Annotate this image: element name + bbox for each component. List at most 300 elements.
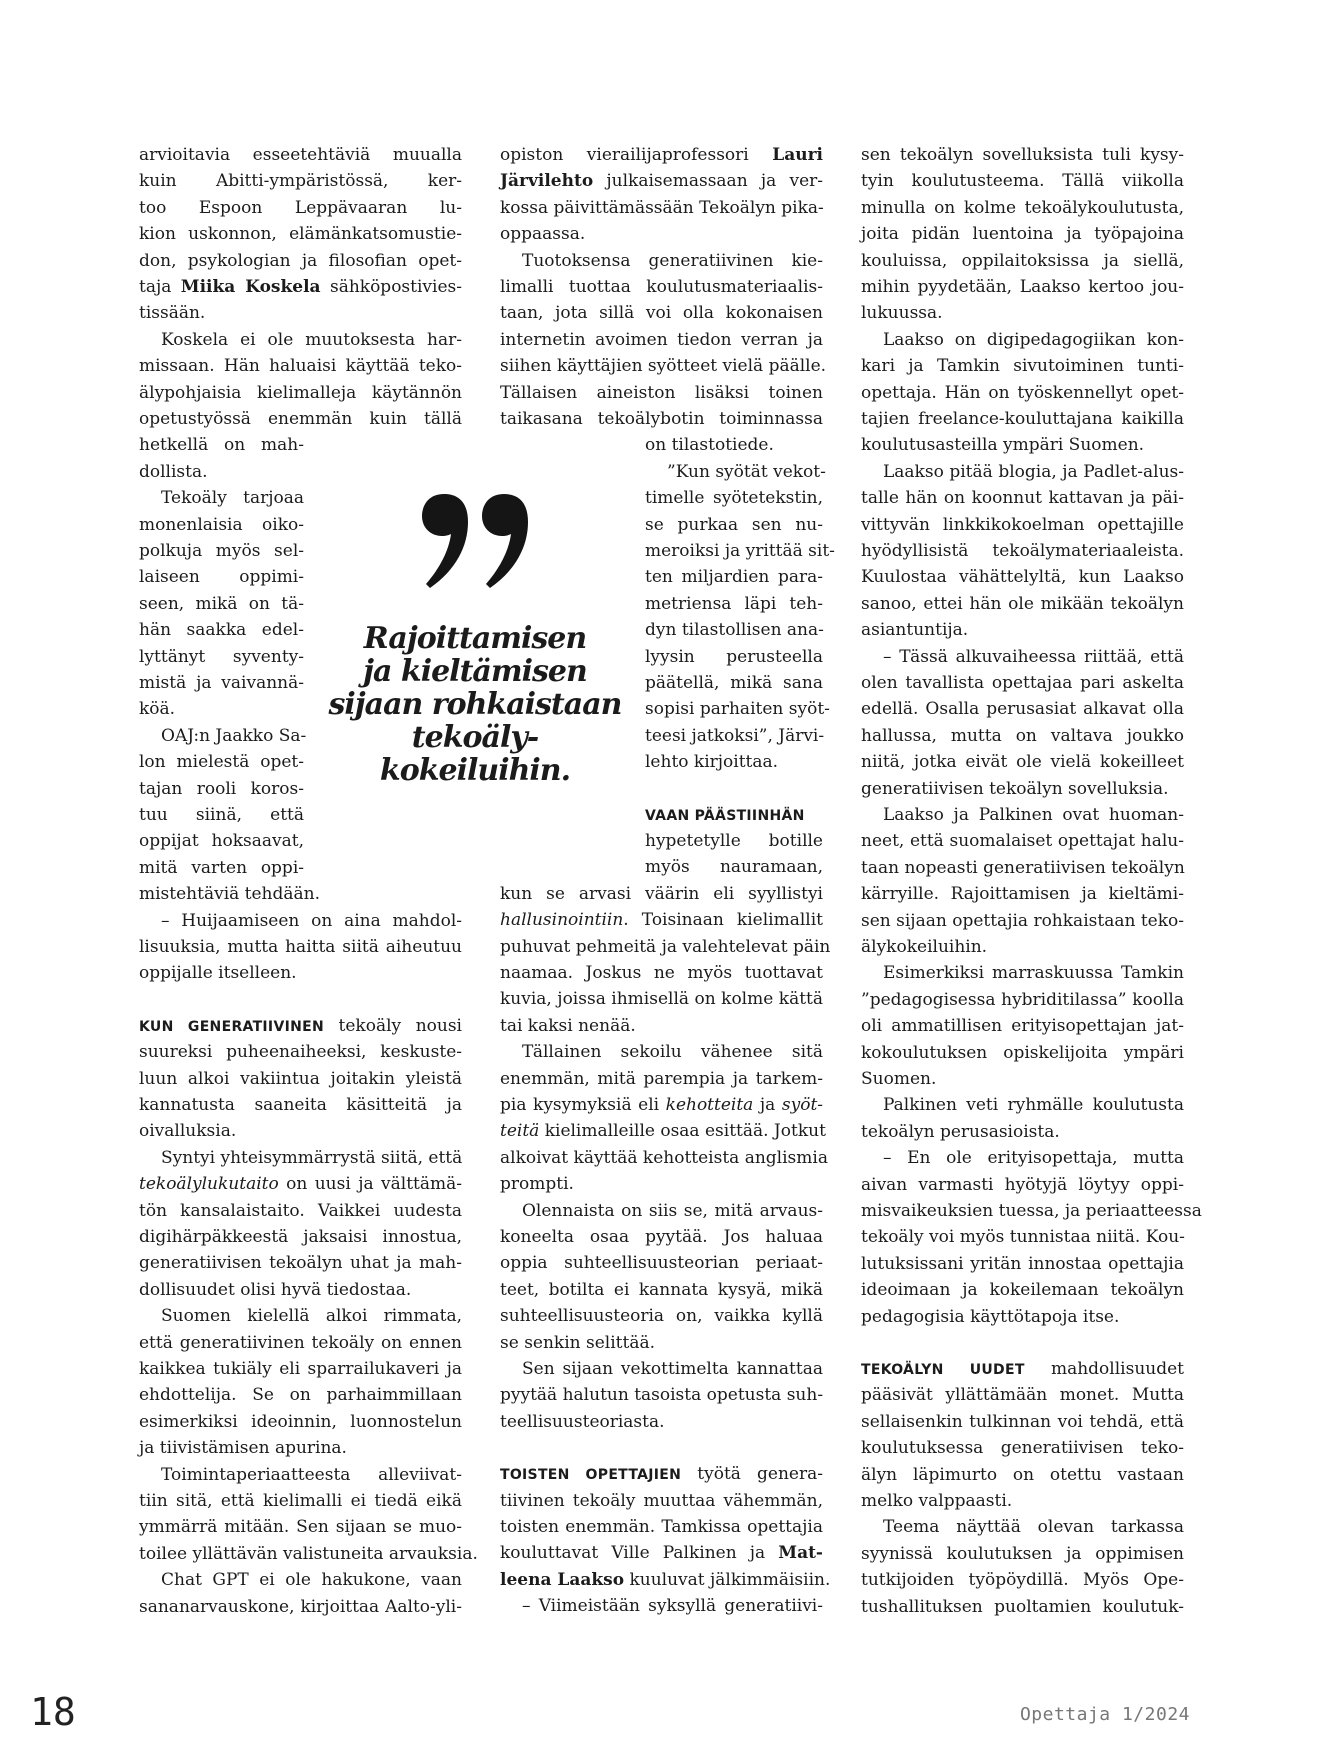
text-line	[139, 512, 304, 538]
quotation-mark-icon	[422, 488, 532, 608]
text-line	[161, 485, 304, 511]
text-line	[645, 485, 823, 511]
text-span: suureksi puheenaiheeksi, keskuste-	[139, 1042, 462, 1062]
pull-quote-line: Rajoittamisen	[363, 621, 587, 656]
text-line	[861, 221, 1184, 247]
text-line	[500, 1066, 823, 1092]
text-line	[500, 1013, 823, 1039]
text-span: opetustyössä enemmän kuin tällä	[139, 409, 462, 429]
text-line	[139, 538, 304, 564]
text-span: talle hän on koonnut kattavan ja päi-	[861, 488, 1184, 508]
text-span: koneelta osaa pyytää. Jos haluaa	[500, 1227, 823, 1247]
text-line	[883, 644, 1184, 670]
text-span: taan nopeasti generatiivisen tekoälyn	[861, 858, 1185, 878]
text-span: hypetetylle botille	[645, 831, 823, 851]
text-line	[139, 195, 462, 221]
text-line	[139, 881, 319, 907]
text-span: Toimintaperiaatteesta alleviivat-	[161, 1465, 462, 1485]
text-span: lisuuksia, mutta haitta siitä aiheutuu	[139, 937, 462, 957]
text-line	[861, 168, 1184, 194]
text-line	[883, 1514, 1184, 1540]
text-line	[861, 274, 1184, 300]
text-span: kärryille. Rajoittamisen ja kieltämi-	[861, 884, 1184, 904]
text-span: tushallituksen puoltamien koulutuk-	[861, 1597, 1184, 1617]
text-line	[500, 380, 823, 406]
text-line	[139, 1594, 462, 1620]
text-span: myös nauramaan,	[645, 857, 823, 877]
text-span: Tällainen sekoilu vähenee sitä	[522, 1042, 823, 1062]
text-line	[522, 1356, 823, 1382]
text-line	[645, 670, 823, 696]
text-span: syöt-	[781, 1095, 824, 1115]
text-line	[861, 1304, 1184, 1330]
text-line	[861, 142, 1184, 168]
pull-quote-line: ja kieltämisen	[363, 654, 587, 689]
pull-quote-line: tekoäly-	[411, 720, 539, 755]
text-span: – Huijaamiseen on aina mahdol-	[161, 911, 462, 931]
text-span: hyödyllisistä tekoälymateriaaleista.	[861, 541, 1184, 561]
text-line	[861, 432, 1184, 458]
text-span: limalli tuottaa koulutusmateriaalis-	[500, 277, 823, 297]
text-line	[139, 1092, 462, 1118]
text-line	[500, 1409, 823, 1435]
text-span: tajan rooli koros-	[139, 779, 304, 799]
text-span: kannatusta saaneita käsitteitä ja	[139, 1095, 462, 1115]
text-span: Suomen kielellä alkoi rimmata,	[161, 1306, 462, 1326]
text-span: timelle syötetekstin,	[645, 488, 823, 508]
text-span: mistehtäviä tehdään.	[139, 884, 321, 904]
text-span: ja tiivistämisen apurina.	[139, 1438, 347, 1458]
text-line	[500, 1303, 823, 1329]
text-line	[139, 274, 462, 300]
text-span: TEKOÄLYN UUDET	[861, 1362, 1025, 1378]
text-span: kuuluvat jälkimmäisiin.	[624, 1570, 831, 1590]
text-line	[522, 1593, 823, 1619]
text-span: köä.	[139, 699, 176, 719]
text-span: opettaja. Hän on työskennellyt opet-	[861, 383, 1184, 403]
text-span: KUN GENERATIIVINEN	[139, 1019, 324, 1035]
text-line	[500, 327, 823, 353]
text-span: oivalluksia.	[139, 1121, 237, 1141]
text-span: aivan varmasti hyötyjä löytyy oppi-	[861, 1175, 1184, 1195]
text-line	[139, 406, 462, 432]
text-line	[139, 749, 304, 775]
text-span: on tilastotiede.	[645, 435, 774, 455]
text-span: don, psykologian ja filosofian opet-	[139, 251, 462, 271]
text-span: kuvia, joissa ihmisellä on kolme kättä	[500, 989, 823, 1009]
text-span: oppaassa.	[500, 224, 586, 244]
text-span: kielimalleille osaa esittää. Jotkut	[539, 1121, 826, 1141]
text-line	[861, 1277, 1184, 1303]
text-span: opiston vierailijaprofessori	[500, 145, 773, 165]
text-line	[883, 1145, 1184, 1171]
text-line	[139, 591, 304, 617]
text-span: taikasana tekoälybotin toiminnassa	[500, 409, 823, 429]
text-line	[861, 248, 1184, 274]
text-span: älypohjaisia kielimalleja käytännön	[139, 383, 462, 403]
text-span: älyn läpimurto on otettu vastaan	[861, 1465, 1184, 1485]
text-line	[500, 1171, 823, 1197]
text-line	[139, 960, 462, 986]
text-line	[861, 617, 1184, 643]
text-line	[139, 1039, 462, 1065]
text-line	[139, 828, 304, 854]
text-line	[883, 802, 1184, 828]
text-span: oli ammatillisen erityisopettajan jat-	[861, 1016, 1184, 1036]
text-line	[861, 1567, 1184, 1593]
text-span: lon mielestä opet-	[139, 752, 304, 772]
text-line	[861, 696, 1184, 722]
text-span: hetkellä on mah-	[139, 435, 304, 455]
text-line	[500, 960, 823, 986]
text-line	[139, 142, 462, 168]
text-span: – Viimeistään syksyllä generatiivi-	[522, 1596, 823, 1616]
text-line	[861, 749, 1184, 775]
text-span: ymmärrä mitään. Sen sijaan se muo-	[139, 1517, 462, 1537]
text-line	[861, 1462, 1184, 1488]
text-line	[500, 1330, 823, 1356]
text-line	[645, 644, 823, 670]
text-span: – Tässä alkuvaiheessa riittää, että	[883, 647, 1184, 667]
text-span: Mat-	[778, 1543, 823, 1563]
text-span: Laakso on digipedagogiikan kon-	[883, 330, 1184, 350]
text-span: hän saakka edel-	[139, 620, 304, 640]
text-line	[861, 485, 1184, 511]
text-line	[139, 696, 304, 722]
text-line	[161, 723, 307, 749]
text-span: päätellä, mikä sana	[645, 673, 823, 693]
text-span: tuu siinä, että	[139, 805, 304, 825]
text-line	[500, 1118, 826, 1144]
text-span: Teema näyttää olevan tarkassa	[883, 1517, 1184, 1537]
text-span: tekoälyn perusasioista.	[861, 1122, 1060, 1142]
text-line	[139, 1277, 462, 1303]
text-span: kouluttavat Ville Palkinen ja	[500, 1543, 779, 1563]
text-span: tekoäly nousi	[323, 1016, 462, 1036]
text-line	[500, 1250, 823, 1276]
text-span: polkuja myös sel-	[139, 541, 304, 561]
text-line	[139, 1198, 462, 1224]
text-line	[861, 723, 1184, 749]
text-line	[139, 1488, 462, 1514]
text-span: naamaa. Joskus ne myös tuottavat	[500, 963, 823, 983]
text-line	[861, 1356, 1184, 1382]
text-span: enemmän, mitä parempia ja tarkem-	[500, 1069, 823, 1089]
text-span: mistä ja vaivannä-	[139, 673, 304, 693]
text-line	[861, 1119, 1184, 1145]
text-line	[500, 353, 827, 379]
text-span: . Toisinaan kielimallit	[623, 910, 823, 930]
text-span: digihärpäkkeestä jaksaisi innostua,	[139, 1227, 462, 1247]
text-span: kun se arvasi väärin eli syyllistyi	[500, 884, 823, 904]
text-line	[500, 1488, 823, 1514]
text-line	[139, 644, 304, 670]
text-line	[861, 987, 1184, 1013]
text-line	[861, 591, 1184, 617]
text-line	[500, 406, 823, 432]
text-span: internetin avoimen tiedon verran ja	[500, 330, 823, 350]
page-number: 18	[30, 1690, 76, 1734]
text-span: Palkinen veti ryhmälle koulutusta	[883, 1095, 1184, 1115]
text-span: OAJ:n Jaakko Sa-	[161, 726, 307, 746]
text-span: alkoivat käyttää kehotteista anglismia	[500, 1148, 828, 1168]
text-line	[139, 776, 304, 802]
text-span: hallussa, mutta on valtava joukko	[861, 726, 1184, 746]
text-line	[645, 723, 823, 749]
text-line	[139, 459, 304, 485]
text-span: Suomen.	[861, 1069, 937, 1089]
text-span: teellisuusteoriasta.	[500, 1412, 665, 1432]
text-span: Tällaisen aineiston lisäksi toinen	[500, 383, 823, 403]
text-span: lyttänyt syventy-	[139, 647, 304, 667]
text-line	[861, 1172, 1184, 1198]
text-line	[139, 802, 304, 828]
text-span: kehotteita	[665, 1095, 754, 1115]
text-line	[139, 1330, 462, 1356]
text-span: kossa päivittämässään Tekoälyn pika-	[500, 198, 824, 218]
text-line	[861, 908, 1184, 934]
text-line	[500, 881, 823, 907]
text-span: ja	[753, 1095, 782, 1115]
publication-footer: Opettaja 1/2024	[1019, 1704, 1190, 1725]
text-line	[861, 934, 1184, 960]
text-span: edellä. Osalla perusasiat alkavat olla	[861, 699, 1184, 719]
text-span: tekoäly voi myös tunnistaa niitä. Kou-	[861, 1227, 1185, 1247]
text-line	[861, 828, 1184, 854]
text-line	[139, 1541, 478, 1567]
text-line	[645, 696, 830, 722]
text-span: ten miljardien para-	[645, 567, 823, 587]
text-line	[861, 1409, 1184, 1435]
text-line	[139, 1409, 462, 1435]
text-span: laiseen oppimi-	[139, 567, 304, 587]
text-line	[139, 1356, 462, 1382]
text-span: taan, jota sillä voi olla kokonaisen	[500, 303, 823, 323]
text-line	[500, 1277, 823, 1303]
text-span: Koskela ei ole muutoksesta har-	[161, 330, 462, 350]
text-line	[139, 1171, 462, 1197]
text-span: teitä	[500, 1121, 540, 1141]
text-span: koulutuksessa generatiivisen teko-	[861, 1438, 1184, 1458]
text-line	[139, 221, 462, 247]
text-span: – En ole erityisopettaja, mutta	[883, 1148, 1184, 1168]
text-span: Syntyi yhteisymmärrystä siitä, että	[161, 1148, 463, 1168]
text-span: sopisi parhaiten syöt-	[645, 699, 830, 719]
text-span: niitä, jotka eivät ole vielä kokeilleet	[861, 752, 1184, 772]
text-line	[861, 380, 1184, 406]
text-line	[522, 1198, 823, 1224]
text-span: toilee yllättävän valistuneita arvauksia.	[139, 1544, 478, 1564]
text-line	[139, 564, 304, 590]
text-span: teesi jatkoksi”, Järvi-	[645, 726, 825, 746]
text-span: lukuussa.	[861, 303, 943, 323]
text-line	[861, 1435, 1184, 1461]
text-line	[139, 1118, 462, 1144]
text-span: Esimerkiksi marraskuussa Tamkin	[883, 963, 1184, 983]
text-span: esimerkiksi ideoinnin, luonnostelun	[139, 1412, 462, 1432]
text-span: kouluissa, oppilaitoksissa ja siellä,	[861, 251, 1184, 271]
text-span: Laakso ja Palkinen ovat huoman-	[883, 805, 1184, 825]
text-line	[139, 1013, 462, 1039]
text-span: sellaisenkin tulkinnan voi tehdä, että	[861, 1412, 1184, 1432]
text-span: seen, mikä on tä-	[139, 594, 304, 614]
text-span: metriensa läpi teh-	[645, 594, 823, 614]
text-span: sanoo, ettei hän ole mikään tekoälyn	[861, 594, 1184, 614]
text-line	[861, 406, 1184, 432]
text-span: pääsivät yllättämään monet. Mutta	[861, 1385, 1184, 1405]
text-span: mahdollisuudet	[1024, 1359, 1184, 1379]
text-span: pedagogisia käyttötapoja itse.	[861, 1307, 1120, 1327]
text-line	[861, 670, 1184, 696]
text-span: tutkijoiden työpöydillä. Myös Ope-	[861, 1570, 1184, 1590]
text-line	[861, 300, 1184, 326]
text-line	[139, 300, 462, 326]
text-line	[645, 802, 823, 828]
text-span: puhuvat pehmeitä ja valehtelevat päin	[500, 937, 831, 957]
text-line	[500, 221, 823, 247]
text-line	[139, 432, 304, 458]
text-line	[500, 1092, 823, 1118]
text-span: lehto kirjoittaa.	[645, 752, 779, 772]
text-span: että generatiivinen tekoäly on ennen	[139, 1333, 462, 1353]
text-line	[522, 1039, 823, 1065]
text-span: ”pedagogisessa hybriditilassa” koolla	[861, 990, 1184, 1010]
text-span: tissään.	[139, 303, 206, 323]
text-span: tyin koulutusteema. Tällä viikolla	[861, 171, 1184, 191]
text-line	[861, 1198, 1202, 1224]
text-span: toisten enemmän. Tamkissa opettajia	[500, 1517, 823, 1537]
text-line	[161, 1567, 462, 1593]
text-span: joita pidän luentoina ja työpajoina	[861, 224, 1184, 244]
text-line	[500, 300, 823, 326]
text-line	[861, 1541, 1184, 1567]
text-line	[161, 1303, 462, 1329]
text-span: siihen käyttäjien syötteet vielä päälle.	[500, 356, 827, 376]
pull-quote-line: kokeiluihin.	[379, 753, 571, 788]
text-span: meroiksi ja yrittää sit-	[645, 541, 835, 561]
text-line	[500, 195, 823, 221]
text-line	[645, 749, 823, 775]
pull-quote-line: sijaan rohkaistaan	[328, 687, 622, 722]
text-span: julkaisemassaan ja ver-	[593, 171, 823, 191]
text-line	[861, 1013, 1184, 1039]
text-line	[500, 1461, 823, 1487]
text-span: dyn tilastollisen ana-	[645, 620, 824, 640]
text-span: leena Laakso	[500, 1570, 625, 1590]
text-span: tai kaksi nenää.	[500, 1016, 636, 1036]
text-span: taja	[139, 277, 181, 297]
text-span: pia kysymyksiä eli	[500, 1095, 666, 1115]
text-line	[500, 274, 823, 300]
text-line	[139, 1382, 462, 1408]
text-line	[645, 512, 823, 538]
text-line	[139, 855, 304, 881]
text-span: pyytää halutun tasoista opetusta suh-	[500, 1385, 824, 1405]
text-span: generatiivisen tekoälyn uhat ja mah-	[139, 1253, 462, 1273]
text-span: älykokeiluihin.	[861, 937, 988, 957]
text-line	[861, 1040, 1184, 1066]
text-line	[883, 459, 1184, 485]
text-line	[500, 142, 823, 168]
text-span: suhteellisuusteoria on, vaikka kyllä	[500, 1306, 823, 1326]
text-span: Miika Koskela	[180, 277, 321, 297]
text-span: kion uskonnon, elämänkatsomustie-	[139, 224, 462, 244]
text-span: työtä genera-	[681, 1464, 823, 1484]
text-line	[139, 353, 462, 379]
text-line	[500, 986, 823, 1012]
text-line	[667, 459, 826, 485]
text-line	[139, 617, 304, 643]
text-span: Kuulostaa vähättelyltä, kun Laakso	[861, 567, 1184, 587]
text-span: vittyvän linkkikokoelman opettajille	[861, 515, 1184, 535]
text-line	[500, 1567, 831, 1593]
text-line	[861, 353, 1184, 379]
text-line	[645, 591, 823, 617]
text-span: tön kansalaistaito. Vaikkei uudesta	[139, 1201, 462, 1221]
text-span: tiin sitä, että kielimalli ei tiedä eikä	[139, 1491, 462, 1511]
text-span: olen tavallista opettajaa pari askelta	[861, 673, 1184, 693]
text-line	[861, 855, 1184, 881]
text-span: se purkaa sen nu-	[645, 515, 823, 535]
text-span: sananarvauskone, kirjoittaa Aalto-yli-	[139, 1597, 462, 1617]
text-span: missaan. Hän haluaisi käyttää teko-	[139, 356, 462, 376]
text-span: Chat GPT ei ole hakukone, vaan	[161, 1570, 462, 1590]
text-span: prompti.	[500, 1174, 574, 1194]
text-line	[861, 776, 1184, 802]
text-span: oppijalle itselleen.	[139, 963, 297, 983]
text-span: melko valppaasti.	[861, 1491, 1013, 1511]
text-line	[883, 1092, 1184, 1118]
text-span: asiantuntija.	[861, 620, 969, 640]
text-span: lutuksissani yritän innostaa opettajia	[861, 1254, 1184, 1274]
text-span: Sen sijaan vekottimelta kannattaa	[522, 1359, 823, 1379]
text-span: koulutusasteilla ympäri Suomen.	[861, 435, 1145, 455]
text-span: tajien freelance-kouluttajana kaikilla	[861, 409, 1184, 429]
pull-quote	[320, 622, 630, 787]
text-span: generatiivisen tekoälyn sovelluksia.	[861, 779, 1169, 799]
text-span: Olennaista on siis se, mitä arvaus-	[522, 1201, 823, 1221]
text-line	[139, 1066, 462, 1092]
text-line	[883, 960, 1184, 986]
text-line	[861, 564, 1184, 590]
text-line	[500, 168, 823, 194]
text-line	[645, 432, 823, 458]
text-span: se senkin selittää.	[500, 1333, 656, 1353]
text-line	[861, 1594, 1184, 1620]
text-line	[861, 1382, 1184, 1408]
text-line	[500, 1145, 828, 1171]
text-span: teet, botilta ei kannata kysyä, mikä	[500, 1280, 823, 1300]
text-span: ideoimaan ja kokeilemaan tekoälyn	[861, 1280, 1184, 1300]
text-span: kokoulutuksen opiskelijoita ympäri	[861, 1043, 1184, 1063]
text-line	[139, 934, 462, 960]
text-span: Järvilehto	[500, 171, 594, 191]
text-span: TOISTEN OPETTAJIEN	[500, 1467, 682, 1483]
text-line	[139, 168, 462, 194]
text-span: Tuotoksensa generatiivinen kie-	[522, 251, 823, 271]
text-span: mihin pyydetään, Laakso kertoo jou-	[861, 277, 1184, 297]
text-line	[500, 1224, 823, 1250]
text-line	[522, 248, 823, 274]
text-line	[645, 828, 823, 854]
text-line	[861, 195, 1184, 221]
text-span: ehdottelija. Se on parhaimmillaan	[139, 1385, 462, 1405]
text-span: sen tekoälyn sovelluksista tuli kysy-	[861, 145, 1184, 165]
text-line	[161, 1145, 462, 1171]
text-span: tiivinen tekoäly muuttaa vähemmän,	[500, 1491, 823, 1511]
text-span: on uusi ja välttämä-	[278, 1174, 462, 1194]
text-span: Lauri	[772, 145, 823, 165]
